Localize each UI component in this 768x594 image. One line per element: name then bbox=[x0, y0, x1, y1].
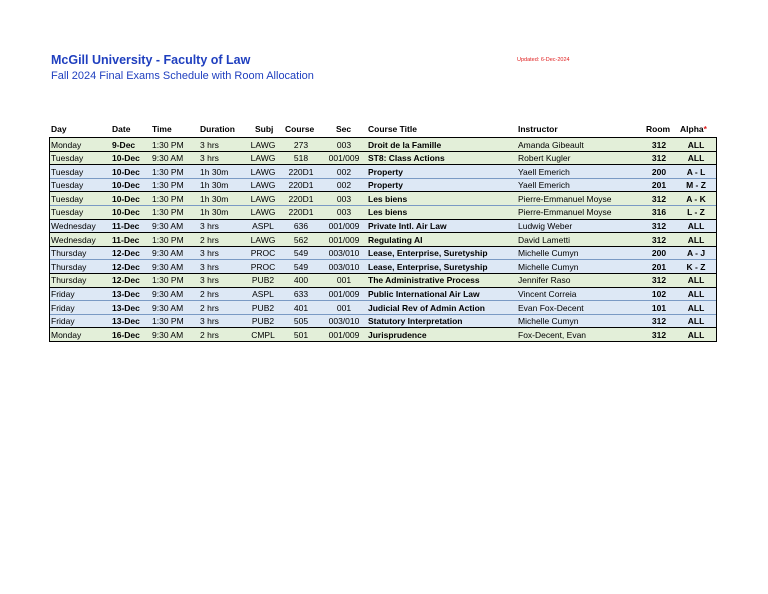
table-row bbox=[50, 246, 716, 260]
cell-duration: 1h 30m bbox=[200, 193, 229, 204]
header-subj: Subj bbox=[255, 124, 274, 134]
cell-time: 9:30 AM bbox=[152, 221, 184, 232]
cell-room: 101 bbox=[651, 302, 667, 313]
cell-instructor: Jennifer Raso bbox=[518, 275, 571, 286]
cell-course-title: Les biens bbox=[368, 193, 408, 204]
cell-day: Thursday bbox=[51, 275, 87, 286]
cell-day: Tuesday bbox=[51, 153, 84, 164]
cell-room: 312 bbox=[651, 193, 667, 204]
cell-duration: 3 hrs bbox=[200, 261, 219, 272]
cell-duration: 2 hrs bbox=[200, 289, 219, 300]
table-row bbox=[50, 205, 716, 219]
header-course-title: Course Title bbox=[368, 124, 417, 134]
cell-time: 9:30 AM bbox=[152, 329, 184, 340]
cell-course-title: Private Intl. Air Law bbox=[368, 221, 447, 232]
page-subtitle: Fall 2024 Final Exams Schedule with Room Allocation bbox=[51, 70, 314, 82]
cell-time: 9:30 AM bbox=[152, 302, 184, 313]
cell-day: Wednesday bbox=[51, 234, 96, 245]
cell-instructor: Michelle Cumyn bbox=[518, 316, 579, 327]
cell-duration: 2 hrs bbox=[200, 302, 219, 313]
cell-course-title: Property bbox=[368, 180, 403, 191]
cell-subj: LAWG bbox=[250, 153, 276, 164]
header-time: Time bbox=[152, 124, 172, 134]
cell-sec: 001/009 bbox=[328, 329, 360, 340]
cell-duration: 3 hrs bbox=[200, 275, 219, 286]
page-title: McGill University - Faculty of Law bbox=[51, 53, 251, 67]
table-row bbox=[50, 151, 716, 165]
cell-course: 273 bbox=[293, 139, 309, 150]
cell-alpha: ALL bbox=[687, 275, 705, 286]
cell-subj: ASPL bbox=[252, 221, 274, 232]
cell-day: Friday bbox=[51, 302, 75, 313]
cell-date: 13-Dec bbox=[112, 302, 140, 313]
cell-instructor: Yaell Emerich bbox=[518, 180, 570, 191]
cell-course-title: ST8: Class Actions bbox=[368, 153, 445, 164]
cell-subj: LAWG bbox=[250, 193, 276, 204]
cell-subj: PUB2 bbox=[251, 316, 275, 327]
cell-day: Wednesday bbox=[51, 221, 96, 232]
cell-instructor: Michelle Cumyn bbox=[518, 261, 579, 272]
cell-subj: LAWG bbox=[250, 234, 276, 245]
cell-alpha: L - Z bbox=[687, 207, 705, 218]
cell-time: 1:30 PM bbox=[152, 180, 184, 191]
cell-date: 12-Dec bbox=[112, 261, 140, 272]
cell-course: 562 bbox=[293, 234, 309, 245]
cell-alpha: A - K bbox=[686, 193, 706, 204]
table-row bbox=[50, 300, 716, 314]
cell-date: 10-Dec bbox=[112, 207, 140, 218]
header-course: Course bbox=[285, 124, 315, 134]
cell-room: 312 bbox=[651, 316, 667, 327]
cell-time: 1:30 PM bbox=[152, 275, 184, 286]
cell-instructor: Robert Kugler bbox=[518, 153, 571, 164]
cell-course: 220D1 bbox=[288, 193, 314, 204]
cell-room: 312 bbox=[651, 234, 667, 245]
cell-day: Tuesday bbox=[51, 180, 84, 191]
header-instructor: Instructor bbox=[518, 124, 558, 134]
cell-sec: 001 bbox=[336, 302, 352, 313]
cell-sec: 003 bbox=[336, 207, 352, 218]
cell-time: 1:30 PM bbox=[152, 316, 184, 327]
cell-course-title: Droit de la Famille bbox=[368, 139, 442, 150]
cell-day: Monday bbox=[51, 329, 82, 340]
cell-sec: 001 bbox=[336, 275, 352, 286]
cell-alpha: A - L bbox=[686, 166, 706, 177]
header-day: Day bbox=[51, 124, 67, 134]
header-date: Date bbox=[112, 124, 131, 134]
cell-subj: PROC bbox=[250, 248, 276, 259]
cell-duration: 1h 30m bbox=[200, 180, 229, 191]
cell-instructor: Yaell Emerich bbox=[518, 166, 570, 177]
cell-sec: 003 bbox=[336, 193, 352, 204]
cell-day: Monday bbox=[51, 139, 82, 150]
cell-alpha: ALL bbox=[687, 302, 705, 313]
cell-alpha: ALL bbox=[687, 316, 705, 327]
cell-time: 1:30 PM bbox=[152, 193, 184, 204]
cell-course: 518 bbox=[293, 153, 309, 164]
exam-schedule-table bbox=[49, 137, 717, 342]
cell-instructor: Fox-Decent, Evan bbox=[518, 329, 587, 340]
cell-date: 10-Dec bbox=[112, 180, 140, 191]
cell-room: 312 bbox=[651, 139, 667, 150]
cell-sec: 001/009 bbox=[328, 153, 360, 164]
table-row bbox=[50, 232, 716, 246]
cell-alpha: ALL bbox=[687, 221, 705, 232]
cell-alpha: ALL bbox=[687, 289, 705, 300]
cell-day: Tuesday bbox=[51, 193, 84, 204]
cell-date: 12-Dec bbox=[112, 248, 140, 259]
cell-room: 201 bbox=[651, 261, 667, 272]
cell-room: 200 bbox=[651, 248, 667, 259]
cell-alpha: A - J bbox=[686, 248, 706, 259]
header-sec: Sec bbox=[336, 124, 352, 134]
cell-time: 1:30 PM bbox=[152, 166, 184, 177]
cell-duration: 1h 30m bbox=[200, 166, 229, 177]
cell-alpha: K - Z bbox=[686, 261, 706, 272]
cell-course-title: Les biens bbox=[368, 207, 408, 218]
cell-time: 9:30 AM bbox=[152, 153, 184, 164]
cell-date: 9-Dec bbox=[112, 139, 136, 150]
cell-course-title: Statutory Interpretation bbox=[368, 316, 463, 327]
cell-duration: 3 hrs bbox=[200, 221, 219, 232]
cell-course: 220D1 bbox=[288, 207, 314, 218]
updated-note: Updated: 6-Dec-2024 bbox=[517, 57, 570, 63]
cell-instructor: Amanda Gibeault bbox=[518, 139, 584, 150]
cell-room: 312 bbox=[651, 275, 667, 286]
table-row bbox=[50, 327, 716, 341]
cell-instructor: Pierre-Emmanuel Moyse bbox=[518, 207, 612, 218]
cell-date: 12-Dec bbox=[112, 275, 140, 286]
cell-subj: PROC bbox=[250, 261, 276, 272]
cell-course-title: Regulating AI bbox=[368, 234, 423, 245]
cell-sec: 001/009 bbox=[328, 289, 360, 300]
cell-day: Thursday bbox=[51, 261, 87, 272]
cell-course: 501 bbox=[293, 329, 309, 340]
cell-room: 200 bbox=[651, 166, 667, 177]
cell-date: 10-Dec bbox=[112, 153, 140, 164]
table-row bbox=[50, 287, 716, 301]
cell-time: 1:30 PM bbox=[152, 139, 184, 150]
cell-duration: 3 hrs bbox=[200, 248, 219, 259]
table-row bbox=[50, 219, 716, 233]
cell-sec: 003/010 bbox=[328, 316, 360, 327]
cell-subj: LAWG bbox=[250, 207, 276, 218]
cell-instructor: Evan Fox-Decent bbox=[518, 302, 584, 313]
cell-subj: LAWG bbox=[250, 180, 276, 191]
cell-instructor: Michelle Cumyn bbox=[518, 248, 579, 259]
cell-room: 201 bbox=[651, 180, 667, 191]
cell-sec: 003/010 bbox=[328, 261, 360, 272]
cell-sec: 002 bbox=[336, 166, 352, 177]
cell-duration: 1h 30m bbox=[200, 207, 229, 218]
cell-alpha: ALL bbox=[687, 329, 705, 340]
cell-course: 633 bbox=[293, 289, 309, 300]
cell-date: 11-Dec bbox=[112, 221, 140, 232]
cell-day: Tuesday bbox=[51, 207, 84, 218]
table-row bbox=[50, 164, 716, 178]
cell-instructor: David Lametti bbox=[518, 234, 570, 245]
cell-course: 400 bbox=[293, 275, 309, 286]
cell-room: 316 bbox=[651, 207, 667, 218]
cell-course-title: The Administrative Process bbox=[368, 275, 480, 286]
cell-date: 16-Dec bbox=[112, 329, 140, 340]
cell-sec: 001/009 bbox=[328, 234, 360, 245]
cell-duration: 3 hrs bbox=[200, 316, 219, 327]
cell-instructor: Pierre-Emmanuel Moyse bbox=[518, 193, 612, 204]
cell-course-title: Property bbox=[368, 166, 403, 177]
cell-time: 1:30 PM bbox=[152, 234, 184, 245]
cell-alpha: ALL bbox=[687, 139, 705, 150]
cell-date: 11-Dec bbox=[112, 234, 140, 245]
cell-subj: ASPL bbox=[252, 289, 274, 300]
header-alpha-mark: * bbox=[703, 124, 707, 134]
cell-time: 1:30 PM bbox=[152, 207, 184, 218]
table-row bbox=[50, 191, 716, 205]
cell-time: 9:30 AM bbox=[152, 248, 184, 259]
cell-room: 102 bbox=[651, 289, 667, 300]
header-room: Room bbox=[646, 124, 671, 134]
cell-date: 10-Dec bbox=[112, 193, 140, 204]
cell-instructor: Vincent Correia bbox=[518, 289, 577, 300]
cell-course: 220D1 bbox=[288, 180, 314, 191]
cell-course: 549 bbox=[293, 248, 309, 259]
cell-course-title: Lease, Enterprise, Suretyship bbox=[368, 261, 488, 272]
cell-alpha: ALL bbox=[687, 153, 705, 164]
cell-course-title: Public International Air Law bbox=[368, 289, 480, 300]
table-row bbox=[50, 178, 716, 192]
cell-course-title: Judicial Rev of Admin Action bbox=[368, 302, 485, 313]
table-row bbox=[50, 259, 716, 273]
cell-date: 13-Dec bbox=[112, 289, 140, 300]
cell-sec: 003/010 bbox=[328, 248, 360, 259]
cell-duration: 3 hrs bbox=[200, 139, 219, 150]
cell-subj: PUB2 bbox=[251, 275, 275, 286]
cell-time: 9:30 AM bbox=[152, 289, 184, 300]
cell-day: Tuesday bbox=[51, 166, 84, 177]
cell-subj: CMPL bbox=[251, 329, 275, 340]
cell-subj: PUB2 bbox=[251, 302, 275, 313]
cell-course: 401 bbox=[293, 302, 309, 313]
cell-date: 10-Dec bbox=[112, 166, 140, 177]
table-row bbox=[50, 273, 716, 287]
cell-duration: 2 hrs bbox=[200, 329, 219, 340]
cell-sec: 001/009 bbox=[328, 221, 360, 232]
cell-duration: 2 hrs bbox=[200, 234, 219, 245]
header-duration: Duration bbox=[200, 124, 235, 134]
cell-course-title: Jurisprudence bbox=[368, 329, 427, 340]
cell-room: 312 bbox=[651, 153, 667, 164]
cell-sec: 003 bbox=[336, 139, 352, 150]
table-row bbox=[50, 137, 716, 151]
cell-day: Friday bbox=[51, 316, 75, 327]
header-alpha bbox=[680, 124, 707, 134]
cell-course-title: Lease, Enterprise, Suretyship bbox=[368, 248, 488, 259]
cell-date: 13-Dec bbox=[112, 316, 140, 327]
cell-room: 312 bbox=[651, 221, 667, 232]
cell-subj: LAWG bbox=[250, 166, 276, 177]
table-row bbox=[50, 314, 716, 328]
cell-day: Friday bbox=[51, 289, 75, 300]
cell-course: 505 bbox=[293, 316, 309, 327]
header-alpha-label: Alpha bbox=[680, 124, 704, 134]
cell-subj: LAWG bbox=[250, 139, 276, 150]
cell-time: 9:30 AM bbox=[152, 261, 184, 272]
table-header bbox=[49, 121, 716, 136]
cell-alpha: ALL bbox=[687, 234, 705, 245]
cell-duration: 3 hrs bbox=[200, 153, 219, 164]
cell-day: Thursday bbox=[51, 248, 87, 259]
cell-instructor: Ludwig Weber bbox=[518, 221, 573, 232]
cell-sec: 002 bbox=[336, 180, 352, 191]
cell-course: 549 bbox=[293, 261, 309, 272]
cell-course: 636 bbox=[293, 221, 309, 232]
cell-room: 312 bbox=[651, 329, 667, 340]
cell-course: 220D1 bbox=[288, 166, 314, 177]
cell-alpha: M - Z bbox=[686, 180, 706, 191]
